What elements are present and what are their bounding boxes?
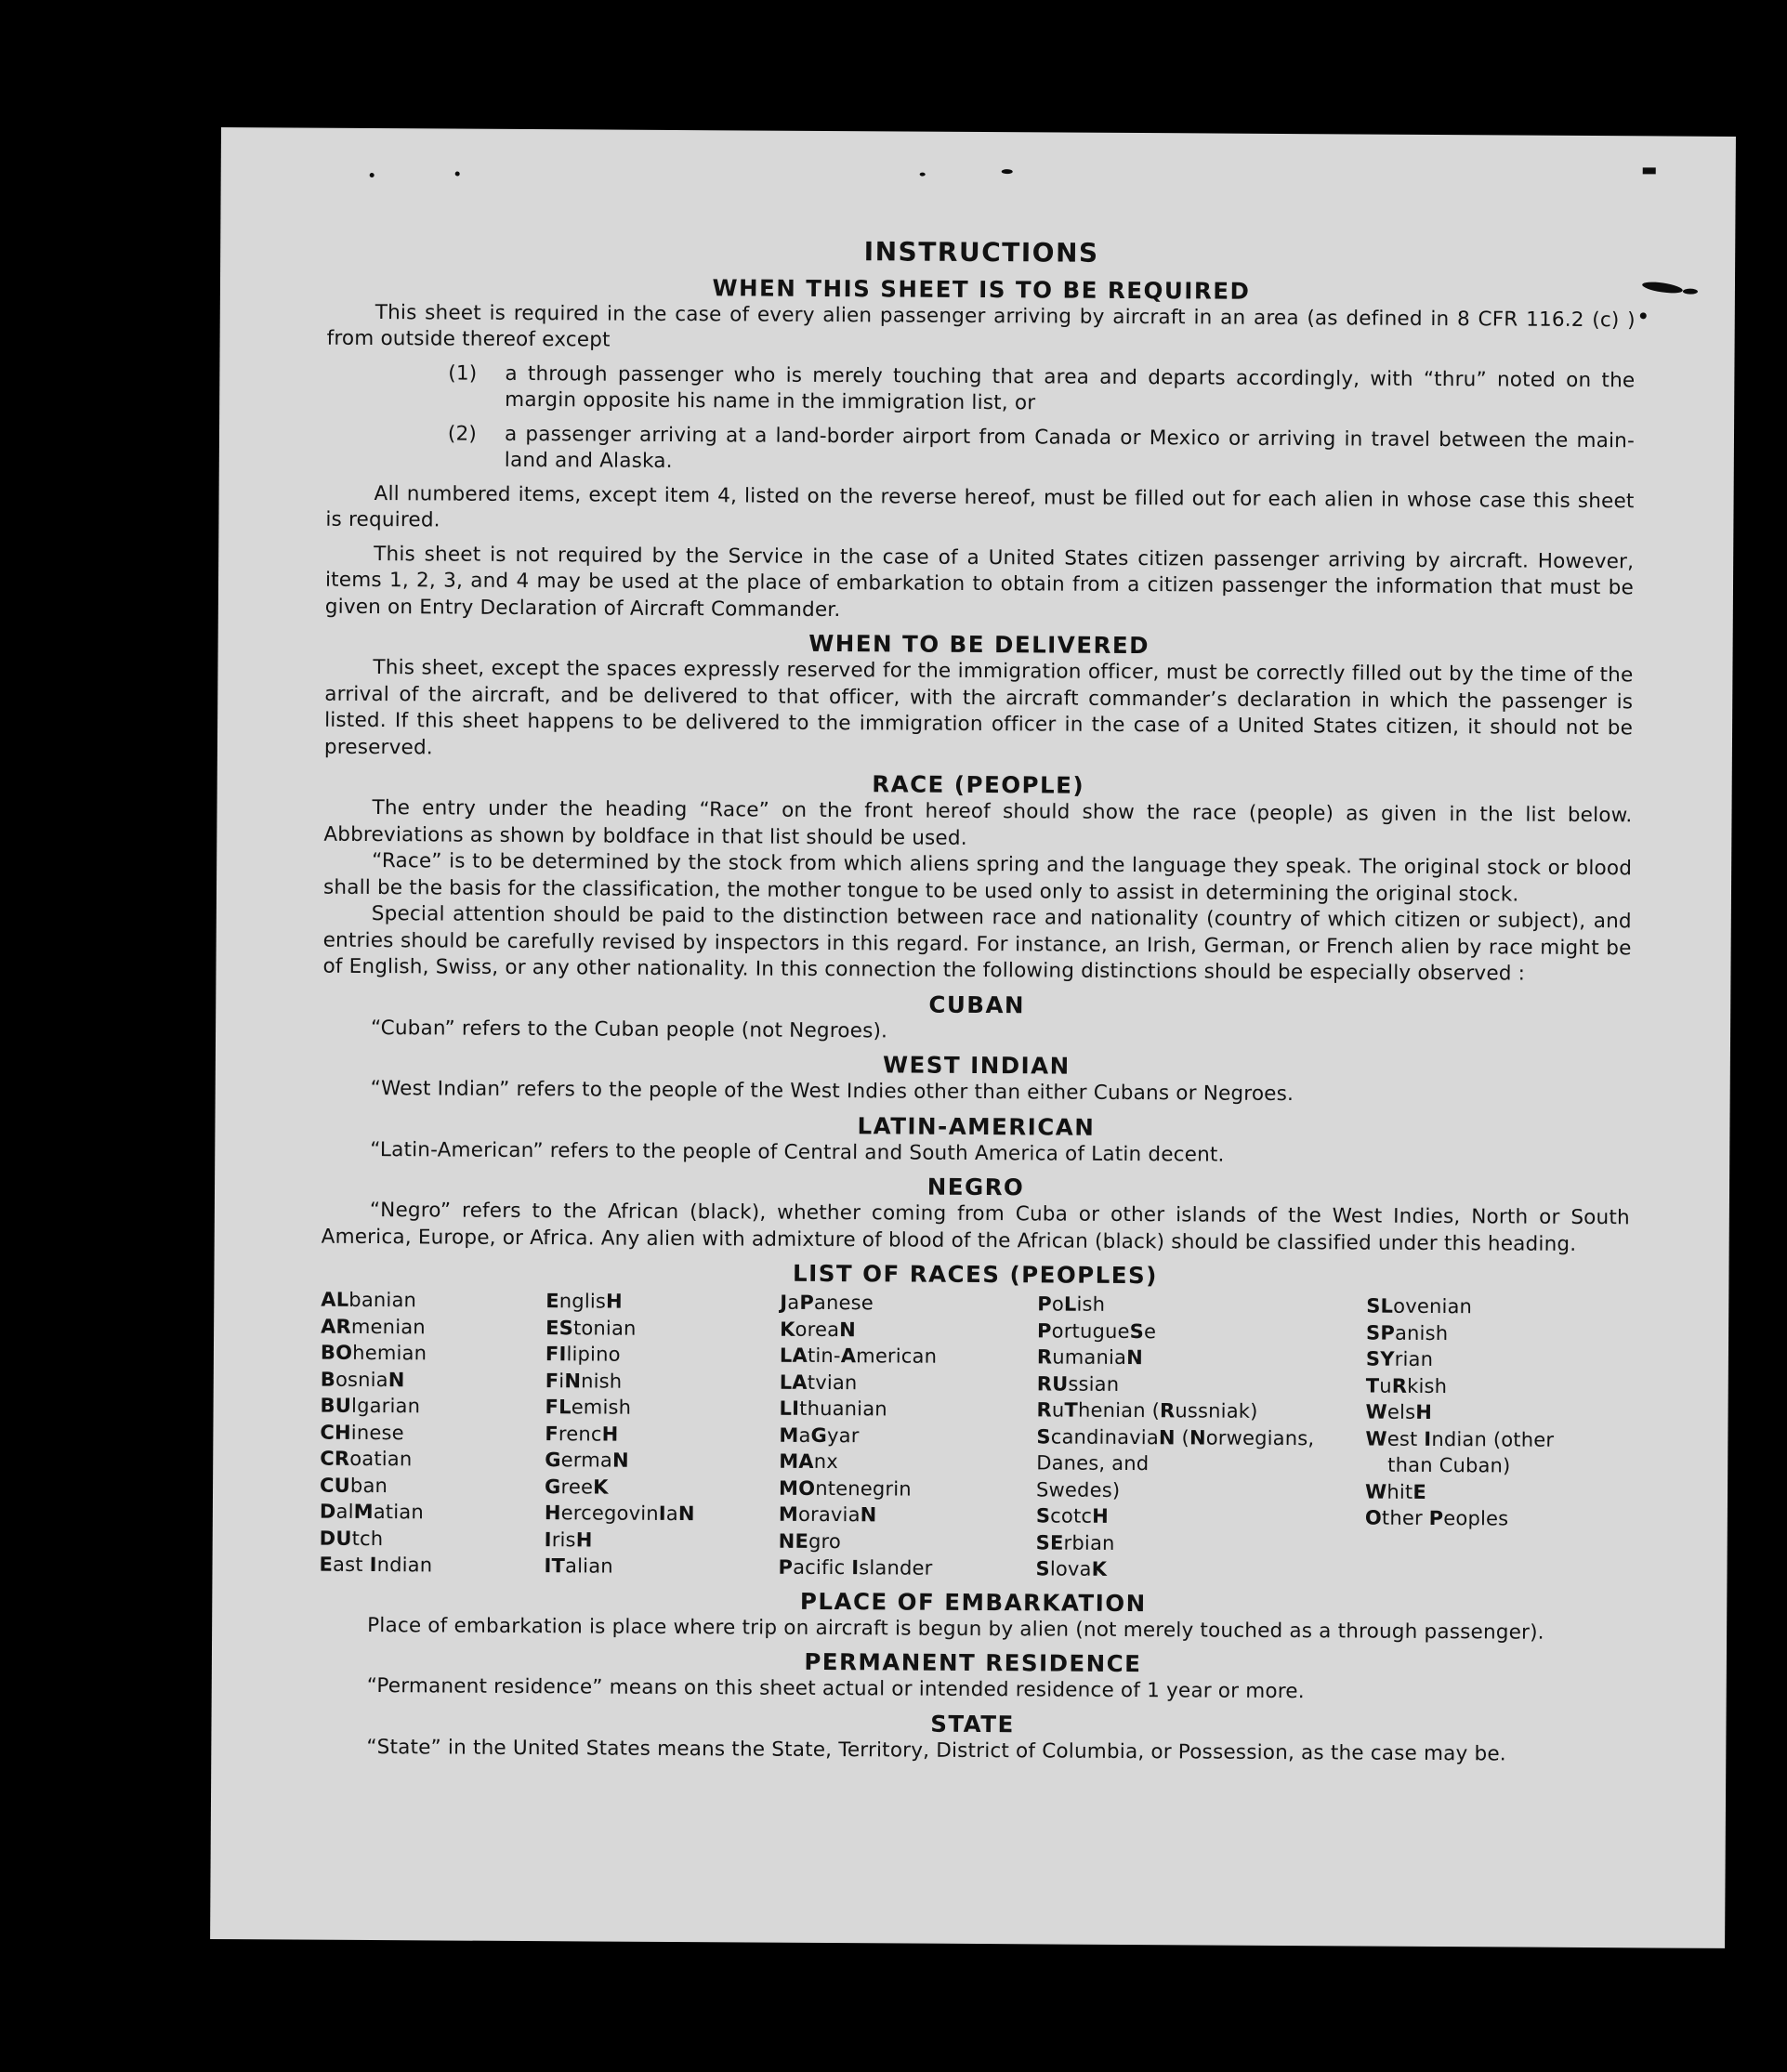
race-entry: BosniaN bbox=[320, 1368, 405, 1391]
heading-west-indian: WEST INDIAN bbox=[882, 1051, 1071, 1080]
heading-when-required: WHEN THIS SHEET IS TO BE REQUIRED bbox=[712, 273, 1251, 305]
race-entry: NEgro bbox=[778, 1529, 842, 1553]
race-entry: JaPanese bbox=[780, 1291, 874, 1315]
race-entry: West Indian (other bbox=[1365, 1427, 1555, 1451]
ink-smudge bbox=[1002, 169, 1013, 174]
race-entry: DalMatian bbox=[319, 1500, 424, 1524]
race-paragraph-3: Special attention should be paid to the distinction between race and nationality (country of which citizen or subject), and entries should be carefully revised by inspectors in this regard. For instance, an Irish, German, or French alien by race might be of English, Swiss, or any other nationality. In this connection the following distinctions should be especially observed : bbox=[322, 902, 1632, 986]
exception-item-2 bbox=[326, 420, 1635, 481]
heading-race: RACE (PEOPLE) bbox=[872, 770, 1085, 799]
race-entry: GreeK bbox=[544, 1475, 609, 1499]
heading-negro: NEGRO bbox=[926, 1173, 1025, 1201]
race-paragraph-2: “Race” is to be determined by the stock from which aliens spring and the language they speak. The original stock or blood shall be the basis for the classification, the mother tongue to be used only to assist in determining the original stock. bbox=[322, 849, 1633, 907]
race-entry: MAnx bbox=[779, 1449, 839, 1474]
race-entry: SlovaK bbox=[1035, 1557, 1108, 1580]
race-entry: CRoatian bbox=[320, 1447, 413, 1471]
state-definition: “State” in the United States means the State, Territory, District of Columbia, or Possession, as the case may be. bbox=[366, 1735, 1506, 1765]
delivered-paragraph: This sheet, except the spaces expressly reserved for the immigration officer, must be correctly filled out by the time of the arrival of the aircraft, and be delivered to that officer, with the aircraft commander’s declaration in which the passenger is listed. If this sheet happens to be delivered to the immigration officer in the case of a United States citizen, it should not be preserved. bbox=[323, 656, 1634, 759]
race-entry: WhitE bbox=[1364, 1480, 1427, 1503]
race-entry: ALbanian bbox=[321, 1288, 417, 1312]
race-entry: MOntenegrin bbox=[778, 1476, 912, 1501]
embarkation-definition: Place of embarkation is place where trip on aircraft is begun by alien (not merely touched as a through passenger). bbox=[367, 1613, 1544, 1645]
race-entry: Danes, and bbox=[1036, 1451, 1150, 1475]
item-number: (1) bbox=[448, 361, 478, 386]
race-entry: FiNnish bbox=[545, 1369, 623, 1393]
race-entry: SPanish bbox=[1366, 1321, 1449, 1344]
document-sheet bbox=[210, 127, 1736, 1948]
race-entry: ARmenian bbox=[321, 1315, 426, 1338]
race-entry: ITalian bbox=[544, 1554, 613, 1578]
race-entry: PoLish bbox=[1037, 1292, 1106, 1316]
race-entry: HercegovinIaN bbox=[544, 1502, 695, 1526]
item-number: (2) bbox=[447, 421, 478, 446]
page-title: INSTRUCTIONS bbox=[863, 236, 1099, 269]
west-indian-definition: “West Indian” refers to the people of the West Indies other than either Cubans or Negroes. bbox=[370, 1077, 1294, 1107]
race-entry: MoraviaN bbox=[778, 1502, 877, 1527]
heading-state: STATE bbox=[930, 1710, 1015, 1738]
race-entry: RumaniaN bbox=[1036, 1345, 1144, 1370]
heading-permanent-residence: PERMANENT RESIDENCE bbox=[804, 1647, 1142, 1678]
race-entry: KoreaN bbox=[780, 1318, 857, 1341]
race-entry: ScotcH bbox=[1035, 1504, 1110, 1528]
race-entry: EStonian bbox=[545, 1316, 637, 1340]
race-entry: MaGyar bbox=[779, 1423, 860, 1447]
cuban-definition: “Cuban” refers to the Cuban people (not Negroes). bbox=[371, 1016, 888, 1043]
race-entry: LIthuanian bbox=[779, 1397, 887, 1421]
citizen-paragraph: This sheet is not required by the Service in the case of a United States citizen passenger arriving by aircraft. However, items 1, 2, 3, and 4 may be used at the place of embarkation to obtain from a citizen passenger the information that must be given on Entry Declaration of Aircraft Commander. bbox=[324, 542, 1635, 622]
race-paragraph-1: The entry under the heading “Race” on the front hereof should show the race (people) as given in the list below. Abbreviations as shown by boldface in that list should be used. bbox=[323, 796, 1633, 850]
heading-cuban: CUBAN bbox=[928, 990, 1026, 1018]
heading-latin-american: LATIN-AMERICAN bbox=[857, 1111, 1096, 1141]
ink-smudge bbox=[1641, 280, 1683, 295]
item-text: a through passenger who is merely touching that area and departs accordingly, with “thru” noted on the margin opposite his name in the immigration list, or bbox=[505, 361, 1636, 415]
races-column-5 bbox=[1364, 1293, 1598, 1586]
negro-definition: “Negro” refers to the African (black), whether coming from Cuba or other islands of the West Indies, North or South America, Europe, or Africa. Any alien with admixture of blood of the African (black) should be classified under this heading. bbox=[321, 1198, 1630, 1256]
race-entry: Other Peoples bbox=[1364, 1506, 1509, 1530]
race-entry: CHinese bbox=[320, 1421, 404, 1444]
race-entry: GermaN bbox=[545, 1449, 629, 1472]
numbered-items-paragraph: All numbered items, except item 4, listed on the reverse hereof, must be filled out for each alien in whose case this sheet is required. bbox=[325, 481, 1635, 532]
race-entry: TuRkish bbox=[1365, 1374, 1448, 1397]
race-entry: LAtin-American bbox=[779, 1344, 938, 1368]
race-entry: EnglisH bbox=[545, 1290, 623, 1313]
instructions-body bbox=[318, 236, 1636, 1769]
ink-smudge bbox=[920, 173, 926, 177]
race-entry: SLovenian bbox=[1366, 1294, 1473, 1318]
ink-smudge bbox=[1643, 167, 1656, 174]
race-entry: DUtch bbox=[319, 1527, 384, 1550]
race-entry: CUban bbox=[320, 1474, 388, 1497]
race-entry: BUlgarian bbox=[320, 1394, 421, 1418]
race-entry: FIlipino bbox=[545, 1343, 621, 1366]
race-entry: SErbian bbox=[1035, 1530, 1115, 1554]
race-entry: SYrian bbox=[1365, 1347, 1434, 1370]
race-entry: BOhemian bbox=[320, 1341, 427, 1365]
race-entry: PortugueSe bbox=[1037, 1318, 1157, 1343]
heading-list-of-races: LIST OF RACES (PEOPLES) bbox=[792, 1259, 1158, 1290]
race-entry: FLemish bbox=[545, 1396, 632, 1419]
races-column-1 bbox=[319, 1287, 545, 1580]
race-entry: FrencH bbox=[545, 1422, 619, 1446]
race-entry: IrisH bbox=[544, 1528, 593, 1551]
latin-american-definition: “Latin-American” refers to the people of Central and South America of Latin decent. bbox=[370, 1137, 1225, 1167]
race-entry: LAtvian bbox=[779, 1370, 858, 1394]
race-entry: ScandinaviaN (Norwegians, bbox=[1036, 1424, 1315, 1449]
heading-place-of-embarkation: PLACE OF EMBARKATION bbox=[799, 1587, 1147, 1617]
race-entry: Pacific Islander bbox=[778, 1555, 933, 1580]
race-entry: WelsH bbox=[1365, 1400, 1433, 1423]
exception-item-1 bbox=[326, 360, 1635, 421]
residence-definition: “Permanent residence” means on this sheet actual or intended residence of 1 year or more. bbox=[366, 1673, 1305, 1704]
race-entry: Swedes) bbox=[1035, 1477, 1121, 1502]
heading-when-delivered: WHEN TO BE DELIVERED bbox=[808, 629, 1150, 660]
required-intro: This sheet is required in the case of every alien passenger arriving by aircraft in an area (as defined in 8 CFR 116.2 (c) ) from outside thereof except bbox=[326, 300, 1636, 352]
races-column-3 bbox=[778, 1290, 1037, 1582]
races-column-4 bbox=[1035, 1291, 1366, 1584]
race-entry: East Indian bbox=[319, 1553, 433, 1577]
ink-smudge bbox=[455, 172, 460, 177]
race-entry: RUssian bbox=[1036, 1371, 1120, 1396]
ink-smudge bbox=[1640, 312, 1647, 319]
race-entry: RuThenian (Russniak) bbox=[1036, 1398, 1258, 1423]
races-list bbox=[319, 1287, 1629, 1586]
races-column-2 bbox=[544, 1288, 780, 1580]
item-text: a passenger arriving at a land-border airport from Canada or Mexico or arriving in travel between the main-land and Alaska. bbox=[504, 422, 1636, 473]
race-entry: than Cuban) bbox=[1387, 1453, 1511, 1477]
ink-smudge bbox=[1683, 289, 1698, 295]
ink-smudge bbox=[370, 173, 374, 177]
